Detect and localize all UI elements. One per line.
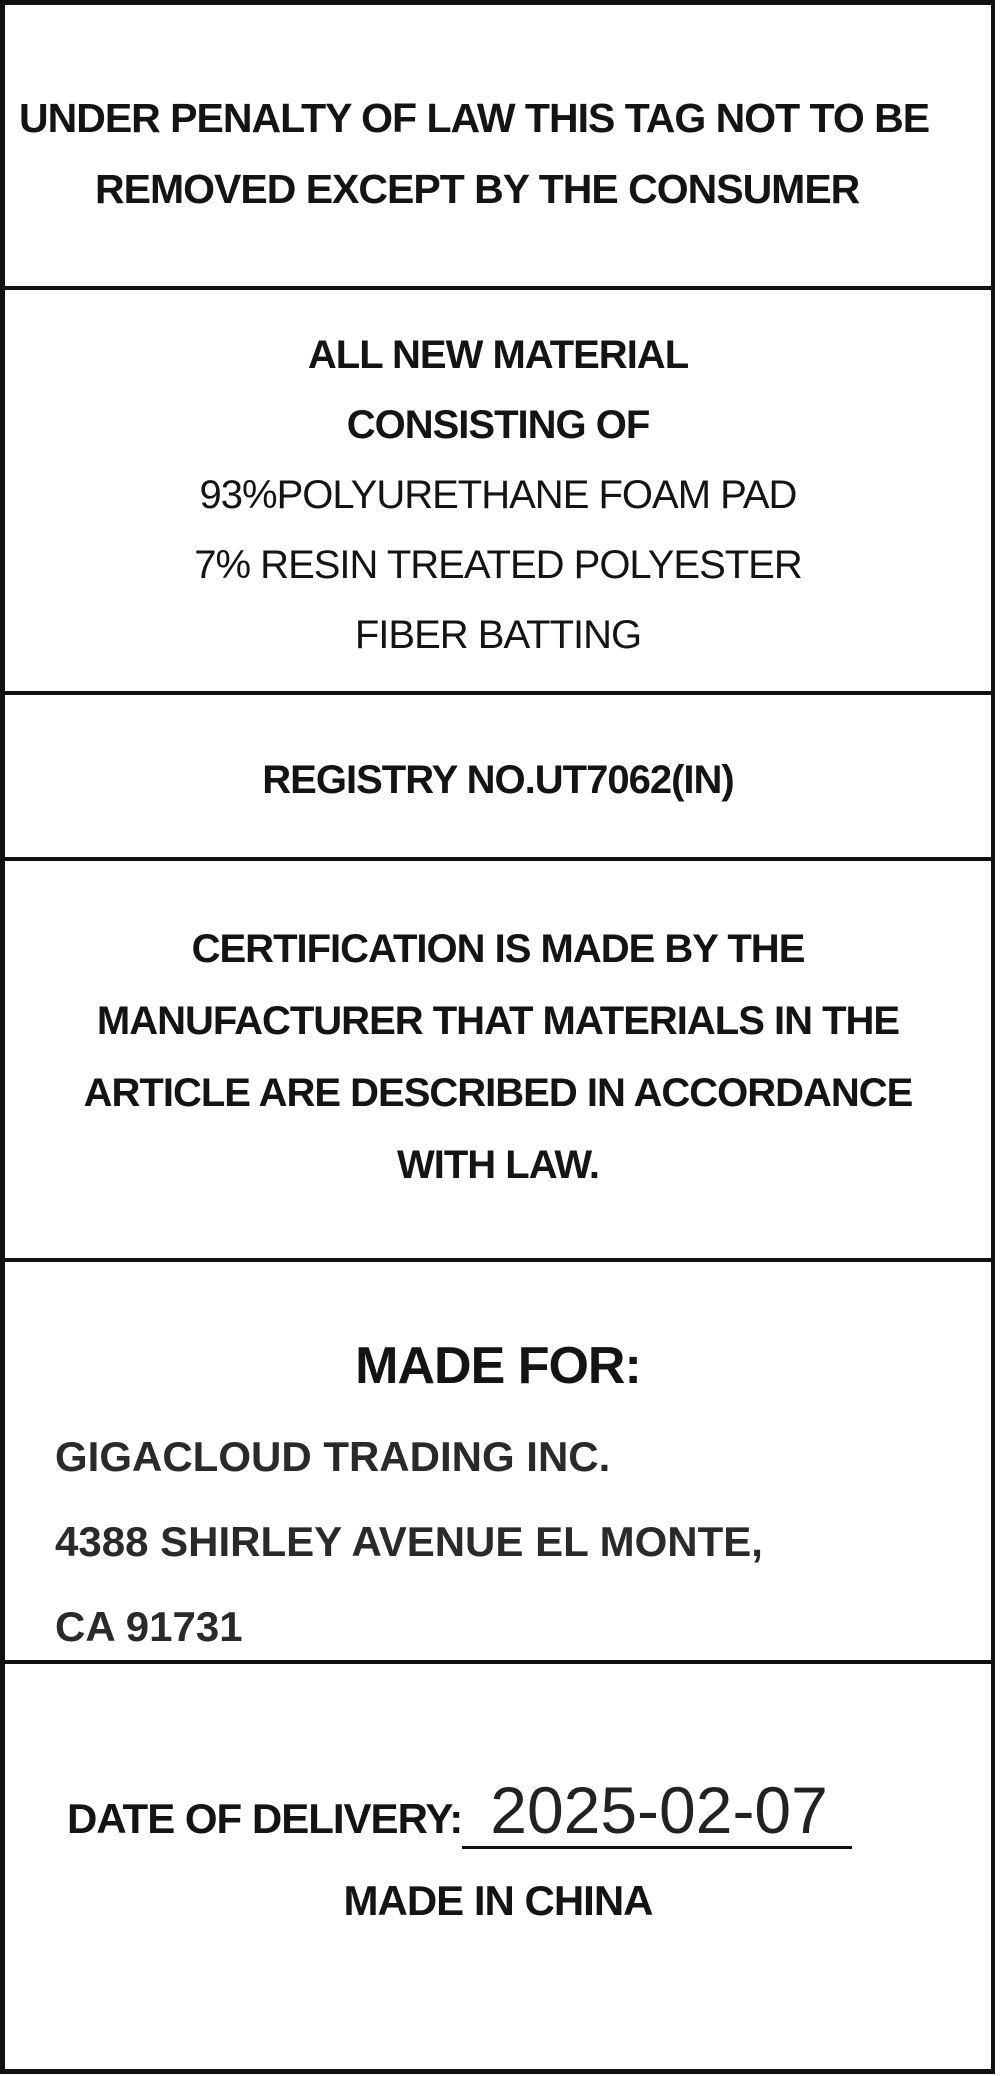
company-name: GIGACLOUD TRADING INC. [55,1433,611,1480]
materials-text [5,290,991,670]
registry-number: REGISTRY NO.UT7062(IN) [262,758,734,802]
materials-line-5: FIBER BATTING [354,613,642,657]
company-address [55,1414,763,1669]
delivery-date-row [67,1774,967,1849]
warning-line-1: UNDER PENALTY OF LAW THIS TAG NOT TO BE [19,95,930,141]
materials-line-2: CONSISTING OF [346,403,650,447]
city-state-zip: CA 91731 [55,1603,243,1650]
registry-section [5,695,991,861]
delivery-date-value: 2025-02-07 [462,1774,852,1849]
warning-text [19,83,995,225]
street-address: 4388 SHIRLEY AVENUE EL MONTE, [55,1518,763,1565]
certification-section [5,861,991,1262]
certification-line-3: ARTICLE ARE DESCRIBED IN ACCORDANCE [83,1071,913,1115]
materials-line-1: ALL NEW MATERIAL [307,333,689,377]
certification-line-1: CERTIFICATION IS MADE BY THE [191,927,805,971]
materials-line-3: 93%POLYURETHANE FOAM PAD [199,473,797,517]
country-of-origin: MADE IN CHINA [343,1877,653,1924]
made-for-heading: MADE FOR: [355,1337,641,1395]
certification-line-4: WITH LAW. [396,1143,600,1187]
certification-text [5,861,991,1201]
materials-section [5,290,991,695]
warning-line-2: REMOVED EXCEPT BY THE CONSUMER [95,166,860,212]
materials-line-4: 7% RESIN TREATED POLYESTER [194,543,802,587]
delivery-date-label: DATE OF DELIVERY: [67,1795,463,1842]
made-for-section [5,1262,991,1664]
certification-line-2: MANUFACTURER THAT MATERIALS IN THE [96,999,900,1043]
delivery-section [5,1664,991,2069]
warning-section [5,5,991,290]
